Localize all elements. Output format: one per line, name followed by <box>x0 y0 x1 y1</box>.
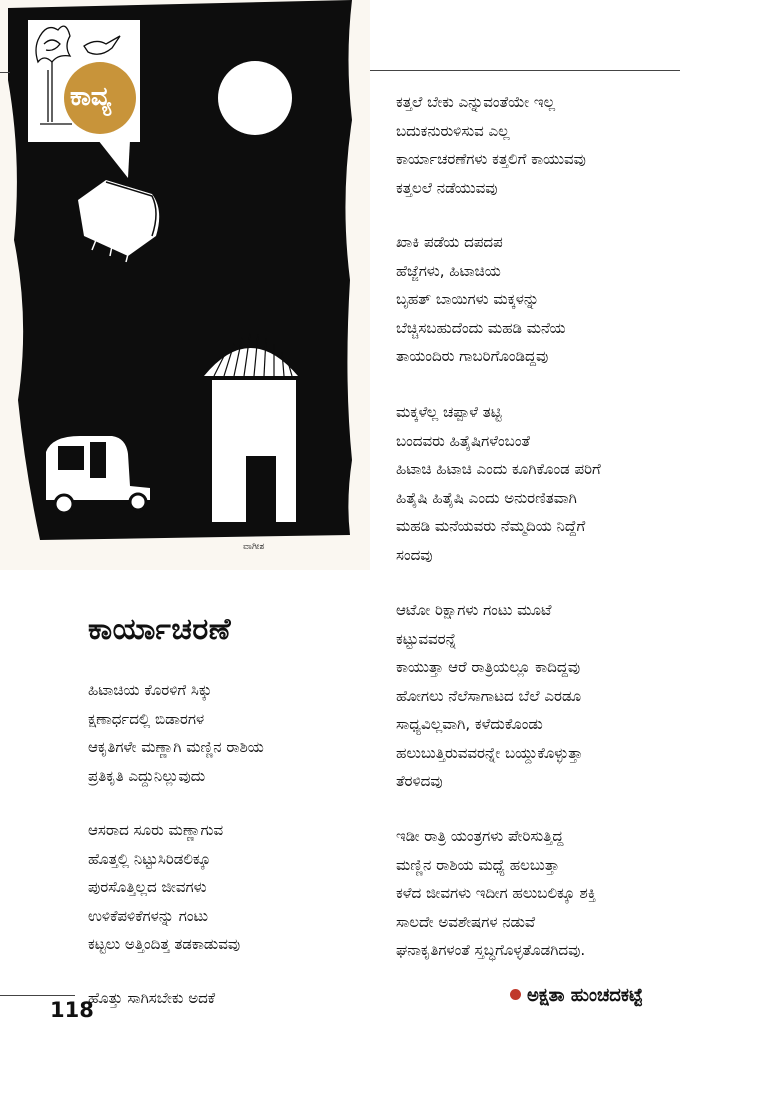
poem-line: ಉಳಿಕೆಪಳಿಕೆಗಳನ್ನು ಗಂಟು <box>88 906 209 925</box>
hut-door <box>246 456 276 522</box>
poem-line: ಆಕೃತಿಗಳೇ ಮಣ್ಣಾಗಿ ಮಣ್ಣಿನ ರಾಶಿಯ <box>88 738 264 756</box>
bullet-dot-icon <box>510 989 521 1000</box>
right-stanza-3 <box>396 398 601 569</box>
poem-line: ಮಹಡಿ ಮನೆಯವರು ನೆಮ್ಮದಿಯ ನಿದ್ದೆಗೆ <box>396 517 586 535</box>
poem-line: ಕಾಯುತ್ತಾ ಆರೆ ರಾತ್ರಿಯಲ್ಲೂ ಕಾದಿದ್ದವು <box>396 658 581 676</box>
top-rule <box>370 70 680 71</box>
bottom-rule <box>0 995 75 996</box>
artist-credit: ವಾಗೀಶ <box>243 542 265 552</box>
poem-line: ಬೃಹತ್ ಬಾಯಿಗಳು ಮಕ್ಕಳನ್ನು <box>396 290 540 308</box>
poem-line: ಸಾಧ್ಯವಿಲ್ಲವಾಗಿ, ಕಳೆದುಕೊಂಡು <box>396 715 543 733</box>
poem-line: ಕಾರ್ಯಾಚರಣೆಗಳು ಕತ್ತಲಿಗೆ ಕಾಯುವವು <box>396 150 586 168</box>
poem-line: ಆಟೋ ರಿಕ್ಷಾಗಳು ಗಂಟು ಮೂಟೆ <box>396 601 552 619</box>
left-stanza-1 <box>88 676 264 790</box>
poem-illustration <box>0 0 370 570</box>
poem-line: ಕ್ಷಣಾರ್ಧದಲ್ಲಿ ಬಿಡಾರಗಳ <box>88 709 205 728</box>
poem-line: ಆಸರಾದ ಸೂರು ಮಣ್ಣಾಗುವ <box>88 821 224 839</box>
page-number: 118 <box>50 998 94 1022</box>
left-stanza-3 <box>88 984 215 1013</box>
moon-shape <box>218 61 292 135</box>
poem-line: ಬದುಕನುರುಳಿಸುವ ಎಲ್ಲ <box>396 121 510 140</box>
poem-line: ಕತ್ತಲೆ ಬೇಕು ಎನ್ನುವಂತೆಯೇ ಇಲ್ಲ <box>396 93 556 111</box>
poem-title: ಕಾರ್ಯಾಚರಣೆ <box>88 612 232 647</box>
poem-line: ಹಿತೈಷಿ ಹಿತೈಷಿ ಎಂದು ಅನುರಣಿತವಾಗಿ <box>396 488 577 507</box>
poem-line: ಹಿಟಾಚಿ ಹಿಟಾಚಿ ಎಂದು ಕೂಗಿಕೊಂಡ ಪರಿಗೆ <box>396 460 601 478</box>
right-stanza-5 <box>396 822 596 965</box>
right-stanza-2 <box>396 228 566 371</box>
poem-line: ಹಿಟಾಚಿಯ ಕೊರಳಿಗೆ ಸಿಕ್ಕು <box>88 681 212 699</box>
illustration-art <box>0 0 370 570</box>
poem-line: ಖಾಕಿ ಪಡೆಯ ದಪದಪ <box>396 233 503 251</box>
left-stanza-2 <box>88 816 240 959</box>
author-credit <box>510 985 643 1006</box>
poem-line: ಕಳೆದ ಜೀವಗಳು ಇದೀಗ ಹಲುಬಲಿಕ್ಕೂ ಶಕ್ತಿ <box>396 884 597 902</box>
poem-line: ಹೊತ್ತಲ್ಲಿ ನಿಟ್ಟುಸಿರಿಡಲಿಕ್ಕೂ <box>88 849 211 868</box>
poem-line: ಕಟ್ಟುವವರನ್ನೆ <box>396 629 457 648</box>
poem-line: ಮಕ್ಕಳೆಲ್ಲ ಚಪ್ಪಾಳೆ ತಟ್ಟಿ <box>396 403 502 421</box>
poem-line: ಪ್ರತಿಕೃತಿ ಎದ್ದುನಿಲ್ಲುವುದು <box>88 766 206 785</box>
poem-line: ಬಂದವರು ಹಿತೈಷಿಗಳೆಂಬಂತೆ <box>396 431 531 450</box>
right-stanza-1 <box>396 88 586 202</box>
right-stanza-4 <box>396 596 583 796</box>
poem-line: ತೆರಳಿದವು <box>396 772 443 790</box>
poem-line: ಘನಾಕೃತಿಗಳಂತೆ ಸ್ತಬ್ಧಗೊಳ್ಳತೊಡಗಿದವು. <box>396 941 586 959</box>
poem-line: ತಾಯಂದಿರು ಗಾಬರಿಗೊಂಡಿದ್ದವು <box>396 347 549 365</box>
poem-line: ಸಾಲದೇ ಅವಶೇಷಗಳ ನಡುವೆ <box>396 912 536 931</box>
poem-line: ಹೋಗಲು ನೆಲೆಸಾಗಾಟದ ಬೆಲೆ ಎರಡೂ <box>396 686 582 705</box>
poem-line: ಇಡೀ ರಾತ್ರಿ ಯಂತ್ರಗಳು ಪೇರಿಸುತ್ತಿದ್ದ <box>396 827 564 845</box>
poem-line: ಹೆಜ್ಜೆಗಳು, ಹಿಟಾಚಿಯ <box>396 261 501 280</box>
poem-line: ಬೆಚ್ಚಿಸಬಹುದೆಂದು ಮಹಡಿ ಮನೆಯ <box>396 318 566 337</box>
author-name: ಅಕ್ಷತಾ ಹುಂಚದಕಟ್ಟೆ <box>527 985 643 1006</box>
poem-line: ಸಂದವು <box>396 545 433 564</box>
poem-line: ಕತ್ತಲಲೆ ನಡೆಯುವವು <box>396 178 498 197</box>
top-left-rule <box>0 72 10 73</box>
poem-line: ಹೊತ್ತು ಸಾಗಿಸಬೇಕು ಅದಕೆ <box>88 989 216 1007</box>
poem-line: ಮಣ್ಣಿನ ರಾಶಿಯ ಮಧ್ಯೆ ಹಲಬುತ್ತಾ <box>396 855 560 874</box>
logo-text: ಕಾವ್ಯ <box>70 82 112 112</box>
poem-line: ಹಲುಬುತ್ತಿರುವವರನ್ನೇ ಬಯ್ದುಕೊಳ್ಳುತ್ತಾ <box>396 743 583 762</box>
poem-line: ಪುರಸೊತ್ತಿಲ್ಲದ ಜೀವಗಳು <box>88 878 207 896</box>
poem-line: ಕಟ್ಟಲು ಅತ್ತಿಂದಿತ್ತ ತಡಕಾಡುವವು <box>88 935 241 953</box>
